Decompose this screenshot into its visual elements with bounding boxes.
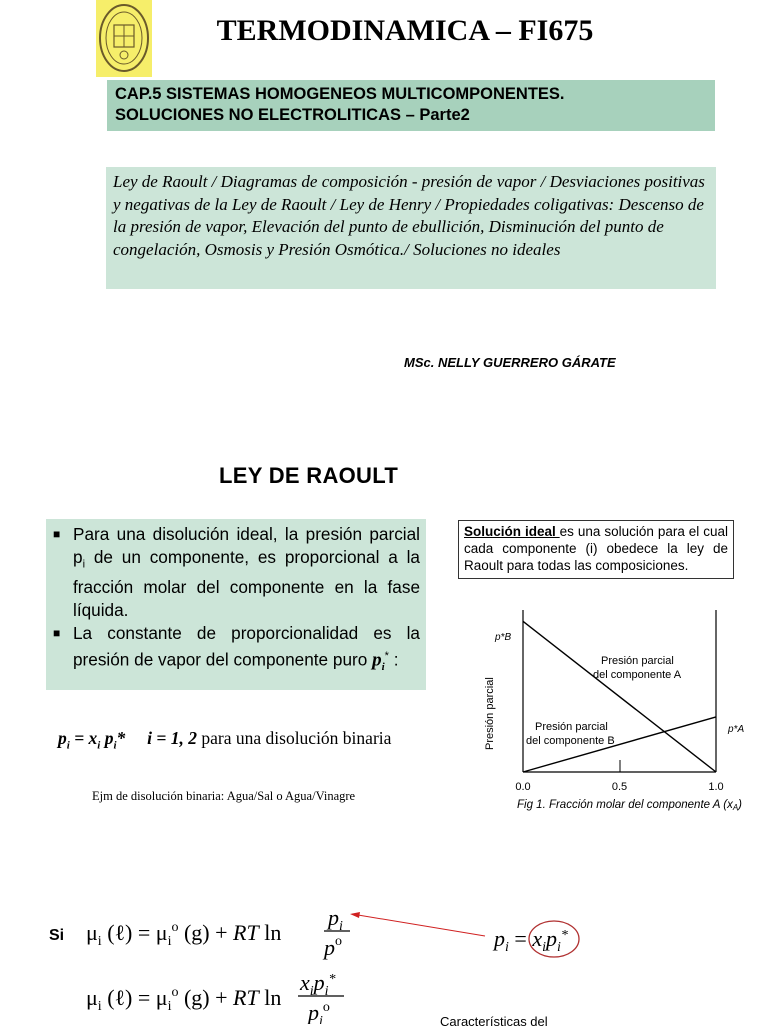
pB-label: p*B (495, 632, 512, 643)
y-axis-label: Presión parcial (484, 677, 496, 750)
series-b-label-1: Presión parcial (535, 721, 608, 733)
svg-text:pi = xipi*: $p_i = x_ip_i^*$ (494, 926, 568, 955)
series-line-b (523, 621, 716, 772)
raoult-bullets (46, 519, 426, 690)
x-tick-label: 1.0 (708, 781, 724, 793)
author: MSc. NELLY GUERRERO GÁRATE (404, 355, 616, 370)
svg-text:xipi*: $x_ip_i^*$ (300, 970, 336, 999)
svg-text:μi (ℓ) = μio (g) + RT ln: $\mu_i$ (ℓ) = $\mu_i^o$ (g) + RT ln (86, 985, 282, 1014)
svg-text:μi (ℓ) = μio (g) + RT ln: $\mu_i$ (ℓ) = $\mu_i^o$ (g) + RT ln (86, 920, 282, 949)
raoult-equation: $p_i = x_i$ $p_i*$ i = 1, 2 para una disolución binaria (58, 728, 392, 752)
x-tick-label: 0.0 (515, 781, 531, 793)
chapter-heading (107, 80, 715, 131)
series-b-label-2: del componente B (526, 735, 615, 747)
svg-text:po: $p^o$ (324, 934, 342, 960)
svg-text:pio: $p_i^o$ (308, 1000, 330, 1024)
ideal-solution-definition: Solución ideal es una solución para el cual cada componente (i) obedece la ley de Raoult para todas las composiciones. (458, 520, 734, 579)
chart-axes (523, 610, 716, 772)
partial-footer-text: Características del (440, 1014, 548, 1029)
chapter-line-1: CAP.5 SISTEMAS HOMOGENEOS MULTICOMPONENTES. (115, 85, 565, 103)
svg-text:pi: $p_i$ (328, 905, 343, 934)
topics-summary: Ley de Raoult / Diagramas de composición - presión de vapor / Desviaciones positivas y negativas de la Ley de Raoult / Ley de Henry / Propiedades coligativas: Descenso de la presión de vapor, Elevación del punto de ebullición, Disminución del punto de congelación, Osmosis y Presión Osmótica./ Soluciones no ideales (106, 167, 716, 289)
page-title: TERMODINAMICA – FI675 (216, 14, 594, 47)
bullet-icon: ■ (53, 527, 61, 541)
bullet-icon: ■ (53, 626, 61, 641)
university-logo (96, 0, 152, 77)
partial-pressure-chart (475, 600, 765, 835)
chapter-line-2: SOLUCIONES NO ELECTROLITICAS – Parte2 (115, 106, 470, 124)
series-a-label-1: Presión parcial (601, 655, 674, 667)
binary-example: Ejm de disolución binaria: Agua/Sal o Agua/Vinagre (92, 789, 356, 803)
bullet-item: ■ Para una disolución ideal, la presión parcial $p_i$ de un componente, es proporcional a la fracción molar del componente en la fase líquida. (53, 524, 420, 621)
series-a-label-2: del componente A (593, 669, 682, 681)
bullet-item: ■ La constante de proporcionalidad es la presión de vapor del componente puro $p_i^*$ : (53, 623, 420, 674)
pA-label: p*A (728, 724, 745, 735)
x-tick-label: 0.5 (611, 781, 628, 793)
section-title: LEY DE RAOULT (219, 463, 399, 488)
si-label: Si (49, 927, 65, 944)
chemical-potential-equations (80, 900, 600, 1024)
chart-caption: Fig 1. Fracción molar del componente A (xA) (517, 799, 743, 812)
